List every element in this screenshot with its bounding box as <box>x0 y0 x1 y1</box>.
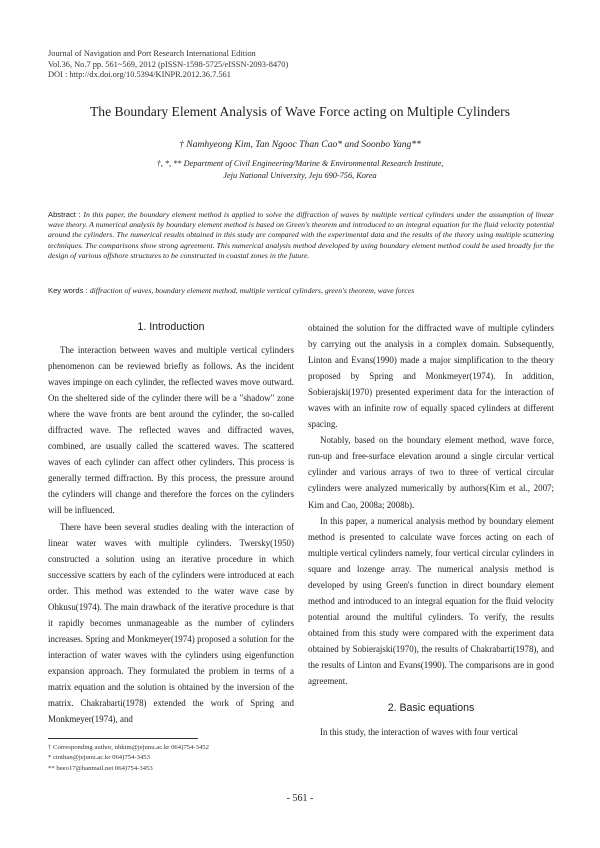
section-heading-basic-equations: 2. Basic equations <box>387 702 475 715</box>
intro-paragraph-4: Notably, based on the boundary element method, wave force, run-up and free-surface elevation around a single circular vertical cylinder and various arrays of two to three of vertical circular cylinders were analyzed numerically by authors(Kim et al., 2007; Kim and Cao, 2008a; 2008b). <box>308 435 554 510</box>
affiliation-line2: Jeju National University, Jeju 690-756, Korea <box>223 171 377 180</box>
intro-paragraph-1: The interaction between waves and multiple vertical cylinders phenomenon can be reviewed briefly as follows. As the incident waves impinge on each cylinder, the reflected waves move outward. On the sheltered side of the cylinder there will be a "shadow" zone where the wave fronts are bent around the cylinder, the so-called diffracted wave. The reflected waves and diffracted waves, combined, are usually called the scattered waves. The scattered waves of each cylinder can affect other cylinders. This process is generally termed diffraction. By this process, the pressure around the cylinders will change and therefore the forces on the cylinders will be influenced. <box>48 345 294 516</box>
journal-header <box>48 49 288 81</box>
footnote-author3: ** beeo17@hanmail.net 064)754-3453 <box>48 764 153 772</box>
journal-name: Journal of Navigation and Port Research International Edition <box>48 49 256 58</box>
abstract-label: Abstract : <box>48 210 84 219</box>
intro-paragraph-2: There have been several studies dealing with the interaction of linear water waves with multiple cylinders. Twersky(1950) constructed a solution using an iterative procedure in which successive scatters by each of the cylinders were introduced at each order. This method was extended to the water wave case by Ohkusu(1974). The main drawback of the iterative procedure is that it rapidly becomes unmanageable as the number of cylinders increases. Spring and Monkmeyer(1974) proposed a solution for the interaction of water waves with the cylinders using eigenfunction expansion approach. They formulated the problem in terms of a matrix equation and the solution is obtained by the inversion of the matrix. Chakrabarti(1978) extended the work of Spring and Monkmeyer(1974), and <box>48 521 294 725</box>
left-column <box>48 320 294 727</box>
keywords <box>48 286 554 296</box>
page-number: - 561 - <box>286 793 314 804</box>
keywords-text: diffraction of waves, boundary element method, multiple vertical cylinders, green's theorem, wave forces <box>89 286 415 295</box>
abstract <box>48 210 554 261</box>
footnote-corresponding: † Corresponding author, nhkim@jejunu.ac.kr 064)754-3452 <box>48 744 209 751</box>
affiliation-line1: †, *, ** Department of Civil Engineering/Marine & Environmental Research Institute, <box>156 159 444 168</box>
abstract-text: In this paper, the boundary element method is applied to solve the diffraction of waves by multiple vertical cylinders under the assumption of linear wave theory. A numerical analysis by boundary element method is based on Green's theorem and introduced to an integral equation for the fluid velocity potential around the cylinders. The numerical results obtained in this study are compared with the experimental data and the results of the theory using multiple scattering techniques. The comparisons show strong agreement. This numerical analysis method developed by using boundary element method could be used broadly for the design of various offshore structures to be constructed in coastal zones in the future. <box>48 210 554 260</box>
author-list: † Namhyeong Kim, Tan Ngooc Than Cao* and Soonbo Yang** <box>179 139 421 150</box>
footnotes <box>48 743 209 774</box>
basic-equations-paragraph-1: In this study, the interaction of waves with four vertical <box>320 727 518 738</box>
footnote-divider <box>48 738 198 739</box>
affiliation <box>0 158 600 182</box>
journal-volume: Vol.36, No.7 pp. 561~569, 2012 (pISSN-1598-5725/eISSN-2093-8470) <box>48 59 289 69</box>
intro-paragraph-3: obtained the solution for the diffracted wave of multiple cylinders by carrying out the analysis in a complex domain. Subsequently, Linton and Evans(1990) made a major simplification to the theory proposed by Spring and Monkmeyer(1974). In addition, Sobierajski(1970) presented experiment data for the interaction of waves with an infinite row of equally spaced cylinders at different spacing. <box>308 323 554 430</box>
section-heading-introduction: 1. Introduction <box>137 321 205 333</box>
paper-title: The Boundary Element Analysis of Wave Force acting on Multiple Cylinders <box>90 104 510 119</box>
intro-paragraph-5: In this paper, a numerical analysis method by boundary element method is presented to calculate wave forces acting on each of multiple vertical cylinders namely, four vertical circular cylinders in square and lozenge array. The numerical analysis method is developed by using Green's function in direct boundary element method and introduced to an integral equation for the fluid velocity potential around the multiful cylinders. To verify, the results obtained from this study were compared with the experiment data obtained by Sobierajski(1970), the results of Chakrabarti(1978), and the results of Linton and Evans(1990). The comparisons are in good agreement. <box>308 515 554 687</box>
footnote-author2: * ctnthan@jejunu.ac.kr 064)754-3453 <box>48 754 150 762</box>
right-column <box>308 320 554 740</box>
keywords-label: Key words : <box>48 286 90 295</box>
journal-doi: DOI : http://dx.doi.org/10.5394/KINPR.2012.36.7.561 <box>48 70 231 80</box>
